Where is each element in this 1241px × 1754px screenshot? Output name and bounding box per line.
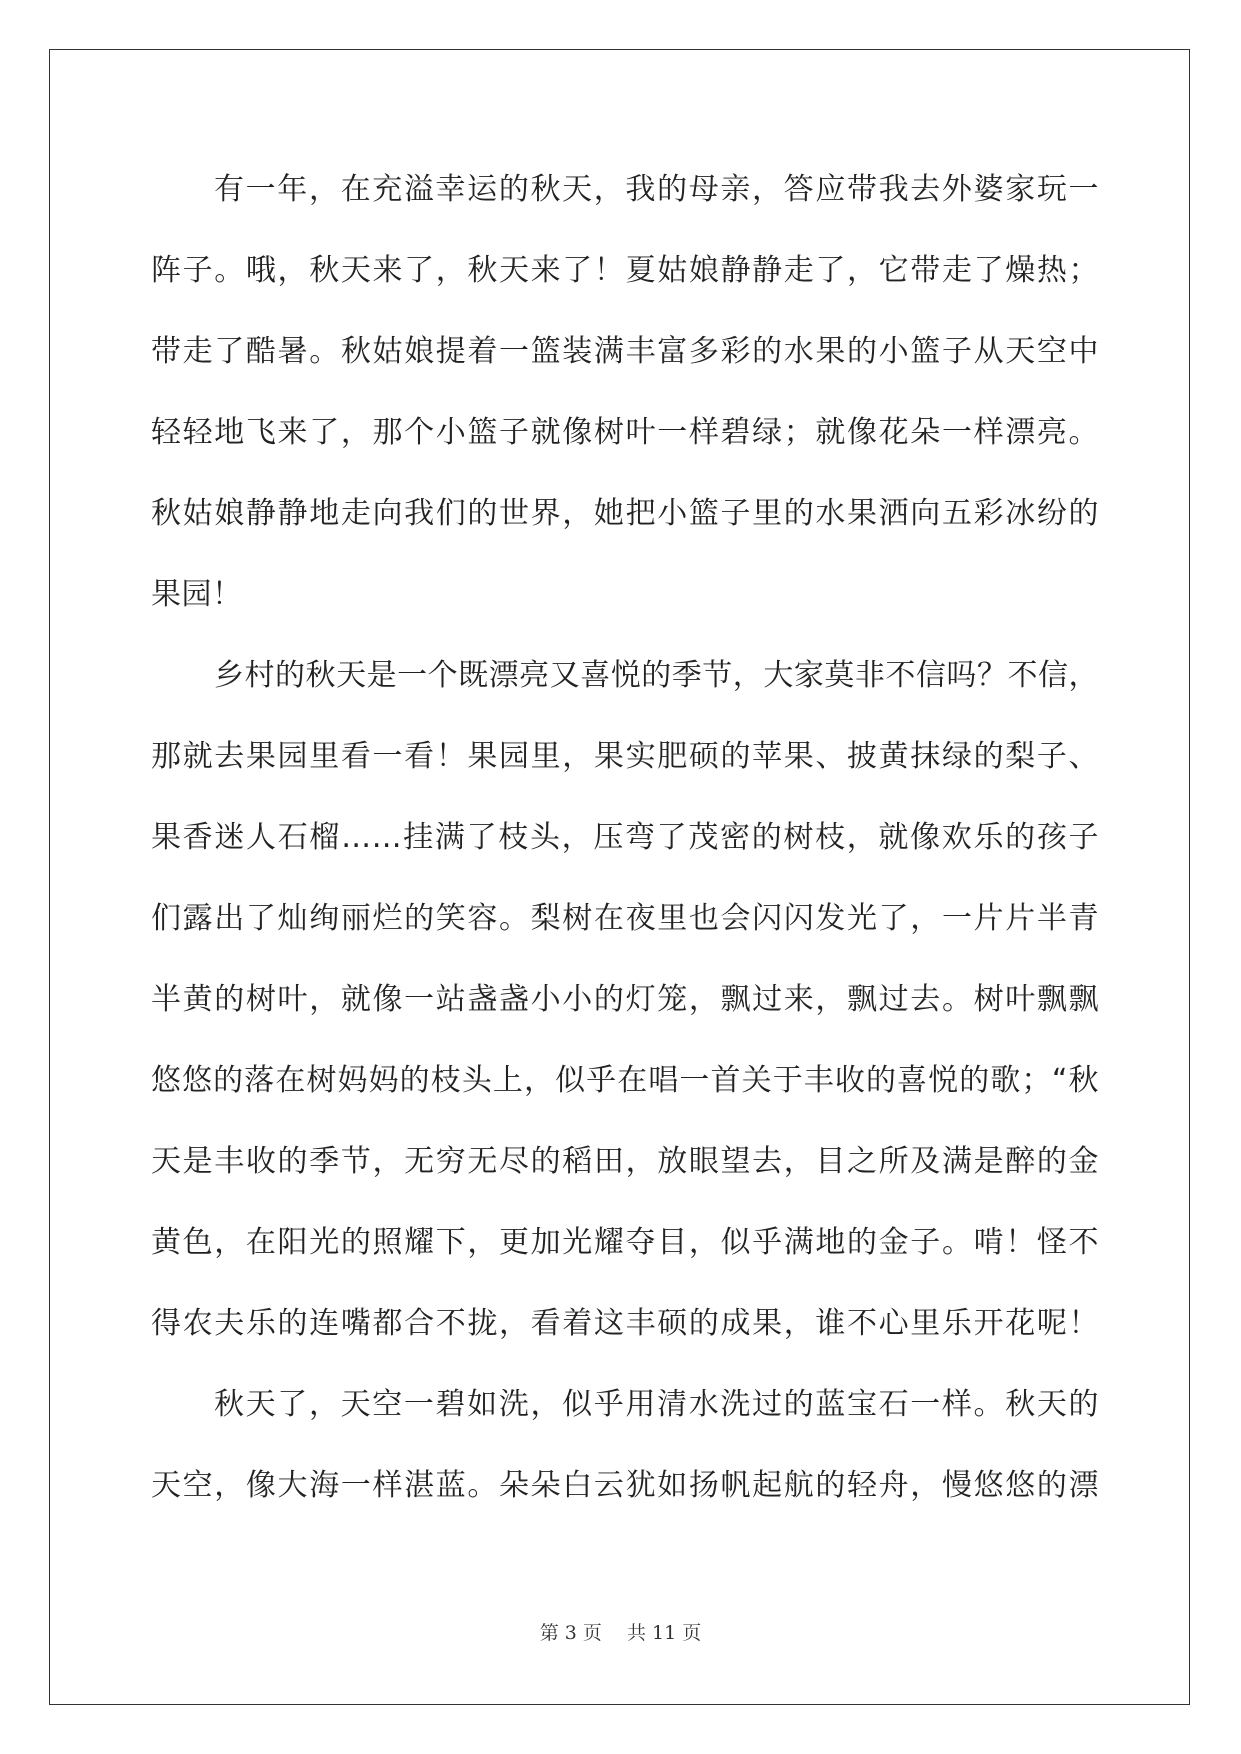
text-line: 有一年，在充溢幸运的秋天，我的母亲，答应带我去外婆家玩一 — [214, 172, 1099, 207]
text-line: 那就去果园里看一看！果园里，果实肥硕的苹果、披黄抹绿的梨子、 — [151, 739, 1099, 774]
text-line: 得农夫乐的连嘴都合不拢，看着这丰硕的成果，谁不心里乐开花呢！ — [151, 1306, 1099, 1341]
page-number-footer: 第 3 页 共 11 页 — [539, 1622, 702, 1644]
text-line: 果园！ — [151, 577, 243, 612]
text-line: 带走了酷暑。秋姑娘提着一篮装满丰富多彩的水果的小篮子从天空中 — [151, 334, 1099, 369]
document-body — [151, 158, 1099, 1535]
text-line: 秋天了，天空一碧如洗，似乎用清水洗过的蓝宝石一样。秋天的 — [214, 1387, 1099, 1422]
text-line: 半黄的树叶，就像一站盏盏小小的灯笼，飘过来，飘过去。树叶飘飘 — [151, 982, 1099, 1017]
text-line: 乡村的秋天是一个既漂亮又喜悦的季节，大家莫非不信吗？不信， — [214, 658, 1099, 693]
text-line: 秋姑娘静静地走向我们的世界，她把小篮子里的水果洒向五彩冰纷的 — [151, 496, 1099, 531]
text-line: 天是丰收的季节，无穷无尽的稻田，放眼望去，目之所及满是醉的金 — [151, 1144, 1099, 1179]
text-line: 天空，像大海一样湛蓝。朵朵白云犹如扬帆起航的轻舟，慢悠悠的漂 — [151, 1468, 1099, 1503]
text-line: 阵子。哦，秋天来了，秋天来了！夏姑娘静静走了，它带走了燥热； — [151, 253, 1099, 288]
text-line: 轻轻地飞来了，那个小篮子就像树叶一样碧绿；就像花朵一样漂亮。 — [151, 415, 1099, 450]
text-line: 果香迷人石榴……挂满了枝头，压弯了茂密的树枝，就像欢乐的孩子 — [151, 820, 1099, 855]
text-line: 悠悠的落在树妈妈的枝头上，似乎在唱一首关于丰收的喜悦的歌；“秋 — [151, 1063, 1099, 1098]
text-line: 们露出了灿绚丽烂的笑容。梨树在夜里也会闪闪发光了，一片片半青 — [151, 901, 1099, 936]
text-line: 黄色，在阳光的照耀下，更加光耀夺目，似乎满地的金子。啃！怪不 — [151, 1225, 1099, 1260]
